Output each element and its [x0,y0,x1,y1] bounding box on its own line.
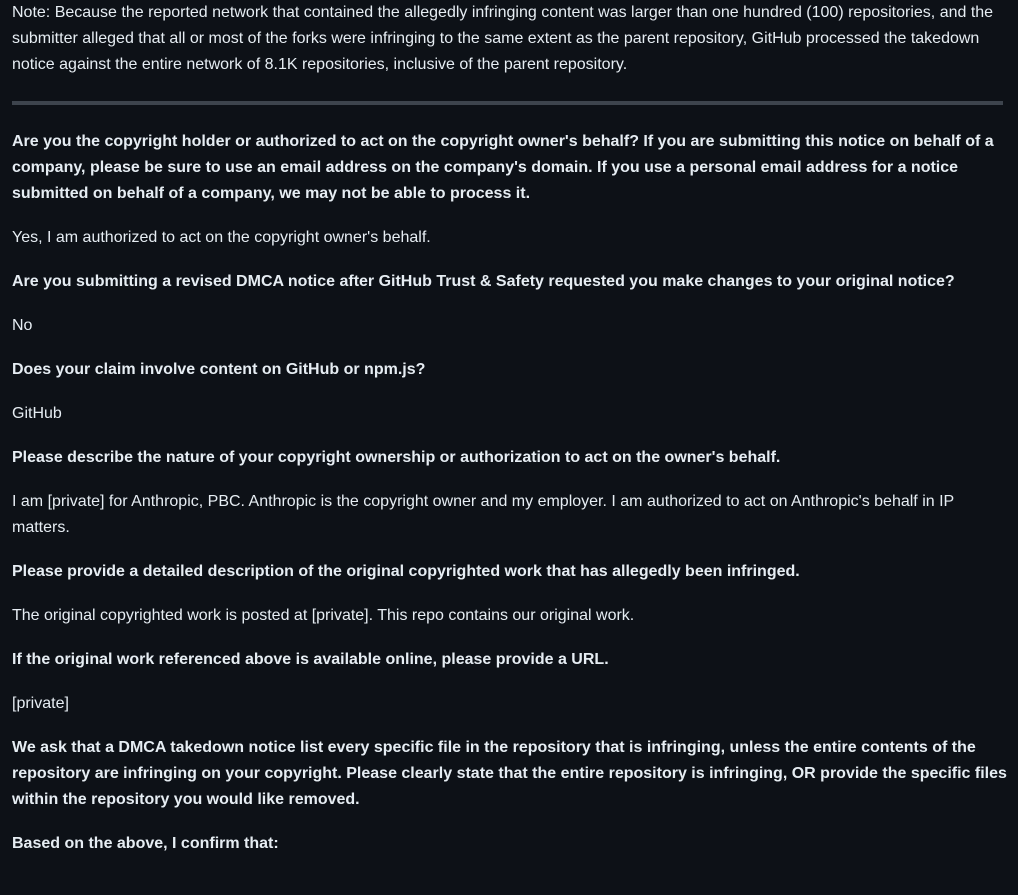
question-revised-notice: Are you submitting a revised DMCA notice after GitHub Trust & Safety requested you make changes to your original notice? [12,273,955,290]
answer-platform: GitHub [12,405,62,422]
question-confirm: Based on the above, I confirm that: [12,835,279,852]
divider [12,101,1003,105]
question-copyright-holder: Are you the copyright holder or authorized to act on the copyright owner's behalf? If you are submitting this notice on behalf of a company, please be sure to use an email address on the company's domain. If you use a personal email address for a notice submitted on behalf of a company, we may not be able to process it. [12,133,994,202]
question-original-url: If the original work referenced above is available online, please provide a URL. [12,651,609,668]
answer-original-work: The original copyrighted work is posted at [private]. This repo contains our original work. [12,607,635,624]
question-platform: Does your claim involve content on GitHub or npm.js? [12,361,426,378]
answer-copyright-holder: Yes, I am authorized to act on the copyright owner's behalf. [12,229,431,246]
answer-ownership: I am [private] for Anthropic, PBC. Anthropic is the copyright owner and my employer. I am authorized to act on Anthropic's behalf in IP matters. [12,493,954,536]
question-original-work: Please provide a detailed description of the original copyrighted work that has allegedly been infringed. [12,563,800,580]
question-infringing-files: We ask that a DMCA takedown notice list every specific file in the repository that is infringing, unless the entire contents of the repository are infringing on your copyright. Please clearly state that the entire repository is infringing, OR provide the specific files within the repository you would like removed. [12,739,1007,808]
network-note: Note: Because the reported network that contained the allegedly infringing content was larger than one hundred (100) repositories, and the submitter alleged that all or most of the forks were infringing to the same extent as the parent repository, GitHub processed the takedown notice against the entire network of 8.1K repositories, inclusive of the parent repository. [12,4,994,73]
answer-revised-notice: No [12,317,33,334]
question-ownership: Please describe the nature of your copyright ownership or authorization to act on the owner's behalf. [12,449,781,466]
answer-original-url: [private] [12,695,69,712]
